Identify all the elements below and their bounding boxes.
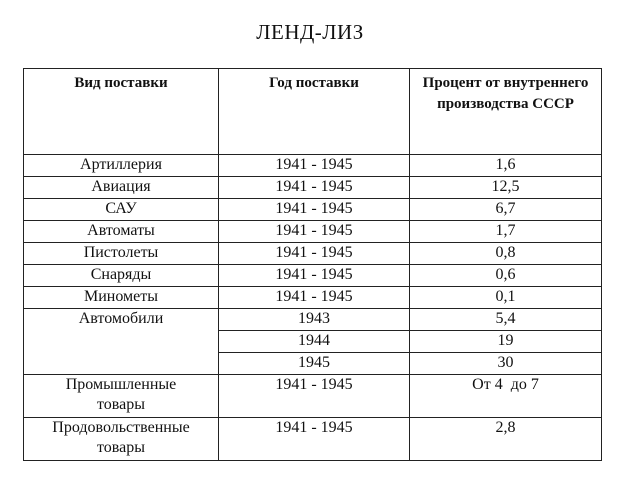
cell-type: Пистолеты [24,243,219,265]
header-percent: Процент от внутреннего производства СССР [410,69,602,155]
cell-type-automobiles: Автомобили [24,309,219,375]
table-row [24,221,602,243]
cell-year: 1941 - 1945 [219,375,410,418]
table-row [24,375,602,418]
cell-percent: 19 [410,331,602,353]
cell-type: Снаряды [24,265,219,287]
cell-year: 1944 [219,331,410,353]
table-header-row [24,69,602,155]
cell-percent: 1,6 [410,155,602,177]
cell-year: 1941 - 1945 [219,418,410,461]
cell-percent: 0,1 [410,287,602,309]
cell-percent: От 4 до 7 [410,375,602,418]
cell-type: Минометы [24,287,219,309]
cell-percent: 0,8 [410,243,602,265]
table-row [24,199,602,221]
table-row [24,309,602,331]
table-row [24,265,602,287]
cell-year: 1941 - 1945 [219,265,410,287]
cell-percent: 5,4 [410,309,602,331]
cell-percent: 1,7 [410,221,602,243]
cell-year: 1943 [219,309,410,331]
cell-year: 1941 - 1945 [219,243,410,265]
cell-percent: 6,7 [410,199,602,221]
table-row [24,177,602,199]
cell-percent: 30 [410,353,602,375]
header-supply-year: Год поставки [219,69,410,155]
table-row [24,287,602,309]
header-supply-type: Вид поставки [24,69,219,155]
cell-type: Авиация [24,177,219,199]
table-row [24,243,602,265]
cell-type: САУ [24,199,219,221]
cell-percent: 0,6 [410,265,602,287]
lend-lease-table [23,68,602,461]
cell-year: 1941 - 1945 [219,221,410,243]
table-row [24,155,602,177]
industrial-label: Промышленные товары [65,376,177,413]
cell-type: Артиллерия [24,155,219,177]
cell-year: 1941 - 1945 [219,155,410,177]
cell-year: 1941 - 1945 [219,199,410,221]
cell-type-food [24,418,219,461]
cell-percent: 12,5 [410,177,602,199]
table-row [24,418,602,461]
cell-year: 1941 - 1945 [219,177,410,199]
cell-year: 1945 [219,353,410,375]
cell-type-industrial [24,375,219,418]
page-title: ЛЕНД-ЛИЗ [256,20,364,44]
food-label: Продовольственные товары [52,419,190,456]
cell-type: Автоматы [24,221,219,243]
cell-year: 1941 - 1945 [219,287,410,309]
cell-percent: 2,8 [410,418,602,461]
